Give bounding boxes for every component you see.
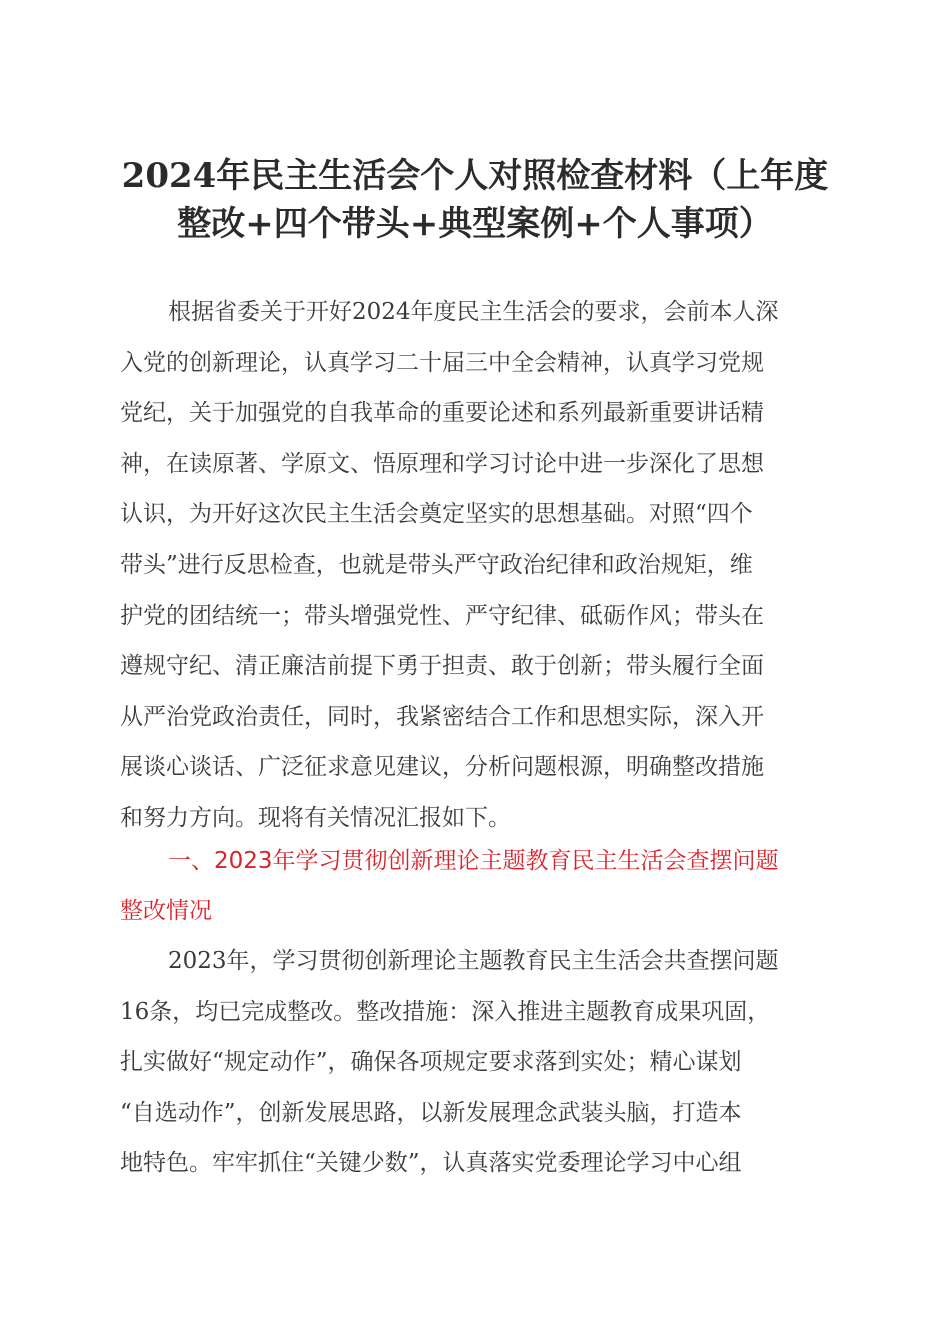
paragraph-line: 护党的团结统一；带头增强党性、严守纪律、砥砺作风；带头在 [120, 602, 764, 629]
paragraph-line: 地特色。牢牢抓住“关键少数”，认真落实党委理论学习中心组 [120, 1150, 742, 1177]
paragraph-line: 带头”进行反思检查，也就是带头严守政治纪律和政治规矩，维 [120, 551, 753, 578]
paragraph-line: 认识，为开好这次民主生活会奠定坚实的思想基础。对照“四个 [120, 501, 753, 528]
paragraph-line: 神，在读原著、学原文、悟原理和学习讨论中进一步深化了思想 [120, 450, 764, 477]
document-title-line-2: 整改+四个带头+典型案例+个人事项） [177, 204, 773, 244]
paragraph-intro [120, 287, 825, 844]
paragraph-line: 根据省委关于开好2024年度民主生活会的要求，会前本人深 [168, 299, 779, 325]
paragraph-line: 入党的创新理论，认真学习二十届三中全会精神，认真学习党规 [120, 349, 764, 376]
paragraph-line: 扎实做好“规定动作”，确保各项规定要求落到实处；精心谋划 [120, 1049, 742, 1076]
paragraph-line: 党纪，关于加强党的自我革命的重要论述和系列最新重要讲话精 [120, 400, 764, 427]
heading-line: 一、2023年学习贯彻创新理论主题教育民主生活会查摆问题 [168, 848, 779, 874]
paragraph-line: 从严治党政治责任，同时，我紧密结合工作和思想实际，深入开 [120, 703, 764, 730]
paragraph-line: 遵规守纪、清正廉洁前提下勇于担责、敢于创新；带头履行全面 [120, 653, 764, 680]
paragraph-rectification [120, 936, 825, 1189]
document-title-line-1: 2024年民主生活会个人对照检查材料（上年度 [121, 156, 829, 196]
paragraph-line: 展谈心谈话、广泛征求意见建议，分析问题根源，明确整改措施 [120, 754, 764, 781]
heading-line: 整改情况 [120, 898, 212, 924]
paragraph-line: “自选动作”，创新发展思路，以新发展理念武装头脑，打造本 [120, 1099, 742, 1126]
paragraph-line: 和努力方向。现将有关情况汇报如下。 [120, 804, 511, 831]
paragraph-line: 16条，均已完成整改。整改措施：深入推进主题教育成果巩固， [120, 998, 771, 1025]
paragraph-line: 2023年，学习贯彻创新理论主题教育民主生活会共查摆问题 [168, 948, 779, 974]
section-heading-1 [120, 836, 825, 936]
